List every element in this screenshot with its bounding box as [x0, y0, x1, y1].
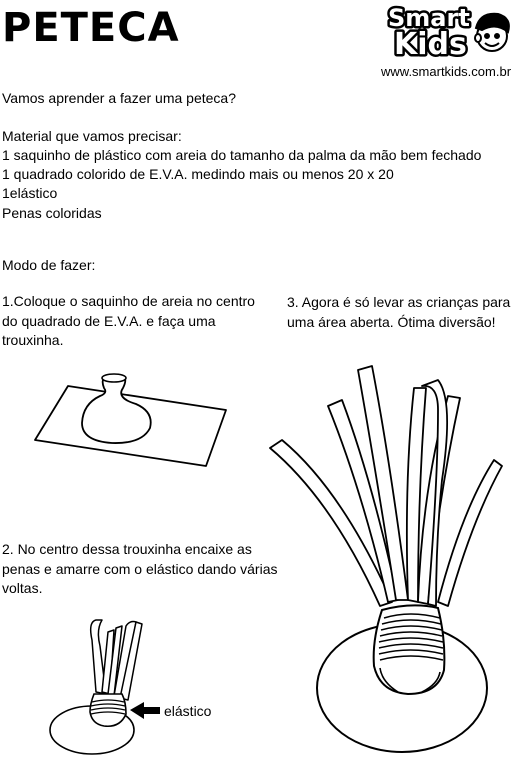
bundle	[90, 694, 126, 726]
elastic-label: elástico	[164, 703, 212, 719]
method-title: Modo de fazer:	[2, 257, 96, 273]
logo-text-smart: Smart	[388, 4, 470, 32]
website-url: www.smartkids.com.br	[381, 64, 512, 79]
material-item: 1 quadrado colorido de E.V.A. medindo mais ou menos 20 x 20	[2, 166, 394, 183]
step-3-illustration	[262, 340, 525, 758]
smart-kids-logo	[384, 2, 514, 60]
material-item: 1elástico	[2, 185, 58, 202]
step-3-text: 3. Agora é só levar as crianças para uma área aberta. Ótima diversão!	[287, 294, 511, 330]
intro-question: Vamos aprender a fazer uma peteca?	[2, 90, 236, 106]
sand-bag	[82, 376, 151, 443]
materials-title: Material que vamos precisar:	[2, 128, 182, 144]
step-2-text: 2. No centro dessa trouxinha encaixe as penas e amarre com o elástico dando várias voltas.	[2, 541, 278, 596]
mascot-icon	[475, 14, 509, 51]
step-2-illustration	[50, 612, 230, 762]
logo-text-kids: Kids	[394, 27, 467, 60]
material-item: 1 saquinho de plástico com areia do tamanho da palma da mão bem fechado	[2, 147, 482, 163]
step-1-text: 1.Coloque o saquinho de areia no centro do quadrado de E.V.A. e faça uma trouxinha.	[2, 293, 255, 348]
step-1-illustration	[30, 348, 250, 473]
material-item: Penas coloridas	[2, 204, 102, 221]
page-title: PETECA	[2, 5, 180, 51]
peteca-feathers	[270, 366, 502, 606]
arrow-icon	[130, 702, 160, 719]
feathers	[91, 620, 142, 700]
materials-list	[2, 146, 481, 223]
